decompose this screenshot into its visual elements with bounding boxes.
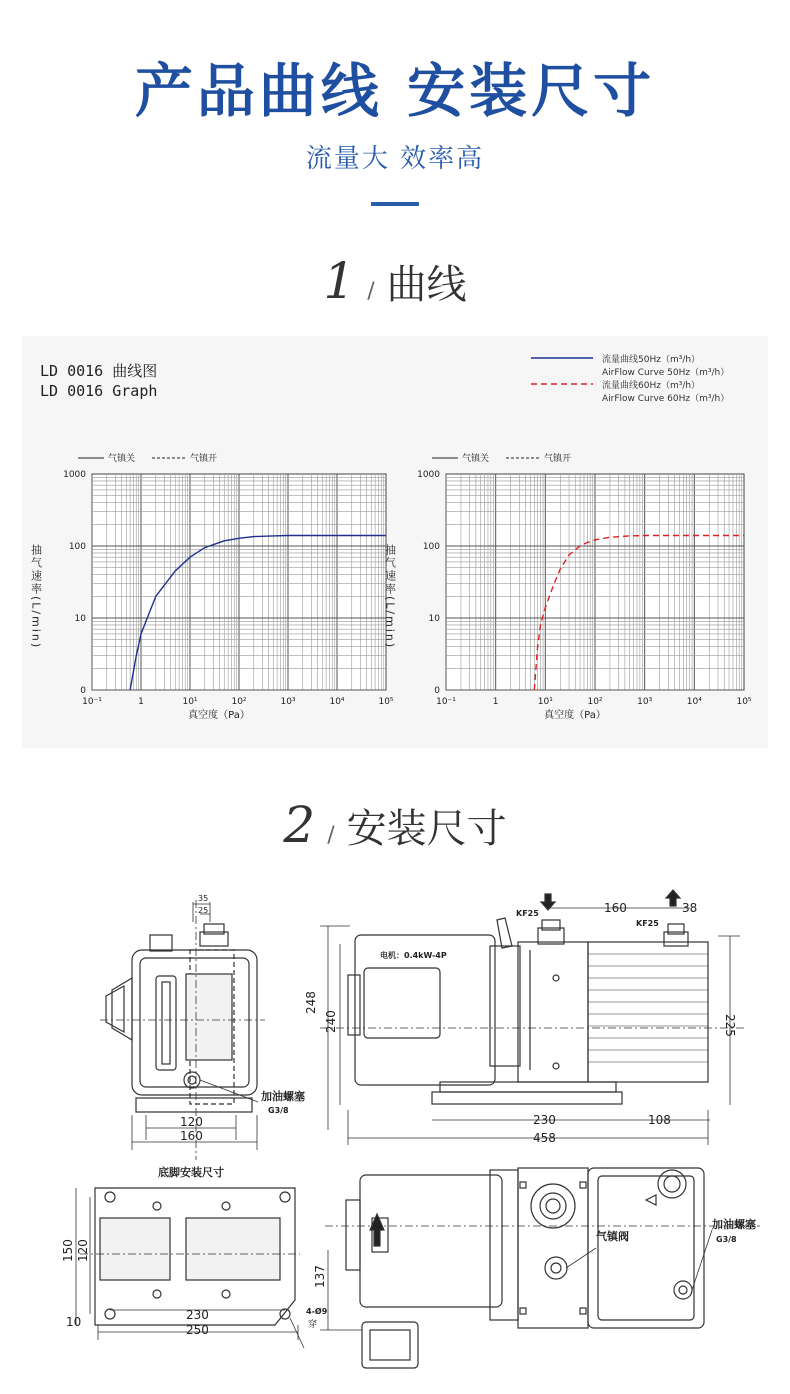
kf25-inlet-label: KF25 bbox=[516, 909, 539, 918]
gas-ballast-label: 气镇阀 bbox=[596, 1230, 629, 1243]
plot-legend-dashed-label: 气镇开 bbox=[190, 454, 218, 464]
plot-50hz bbox=[22, 444, 395, 744]
section-slash: / bbox=[327, 823, 335, 848]
x-tick-label: 10⁵ bbox=[736, 697, 752, 707]
x-tick-label: 10³ bbox=[637, 697, 653, 707]
plot-legend-solid-label: 气镇关 bbox=[108, 454, 136, 464]
y-tick-label: 10 bbox=[74, 614, 86, 624]
dim-base-10: 10 bbox=[66, 1315, 82, 1329]
plot-legend-dashed-label: 气镇开 bbox=[544, 454, 572, 464]
section-number: 2 bbox=[283, 796, 316, 854]
base-holes-suffix: 穿 bbox=[308, 1320, 318, 1330]
dim-base-150: 150 bbox=[61, 1239, 75, 1262]
legend-60hz-en: AirFlow Curve 60Hz（m³/h） bbox=[602, 394, 730, 404]
oil-plug-label-front: 加油螺塞 bbox=[261, 1090, 305, 1103]
y-axis-label: 抽气速率(L/min) bbox=[383, 544, 397, 650]
chart-caption-en: LD 0016 Graph bbox=[40, 382, 158, 400]
motor-label: 电机：0.4kW-4P bbox=[380, 951, 447, 960]
dim-side-458: 458 bbox=[533, 1131, 556, 1145]
oil-plug-spec-front: G3/8 bbox=[268, 1106, 289, 1115]
plot-legend-solid-label: 气镇关 bbox=[462, 454, 490, 464]
dim-base-250: 250 bbox=[186, 1323, 209, 1337]
oil-plug-spec-top: G3/8 bbox=[716, 1235, 737, 1244]
dim-front-35: 35 bbox=[198, 894, 209, 903]
y-tick-label: 100 bbox=[422, 542, 440, 552]
x-tick-label: 10⁴ bbox=[329, 697, 345, 707]
y-tick-label: 0 bbox=[434, 686, 440, 696]
dim-front-120: 120 bbox=[180, 1115, 203, 1129]
dim-side-38: 38 bbox=[682, 901, 698, 915]
section-slash: / bbox=[367, 279, 375, 304]
x-tick-label: 10² bbox=[231, 697, 247, 707]
section-number: 1 bbox=[323, 252, 356, 310]
y-tick-label: 100 bbox=[68, 542, 86, 552]
x-tick-label: 10⁴ bbox=[686, 697, 702, 707]
chart-caption-cn: LD 0016 曲线图 bbox=[40, 362, 158, 380]
section-heading-dimensions bbox=[0, 796, 790, 854]
dim-side-108: 108 bbox=[648, 1113, 671, 1127]
dim-top-137: 137 bbox=[313, 1265, 327, 1288]
dim-base-230: 230 bbox=[186, 1308, 209, 1322]
x-tick-label: 1 bbox=[138, 697, 144, 707]
y-axis-label: 抽气速率(L/min) bbox=[29, 544, 43, 650]
y-tick-label: 10 bbox=[428, 614, 440, 624]
legend-swatches bbox=[527, 350, 597, 410]
y-tick-label: 1000 bbox=[417, 470, 440, 480]
page-title: 产品曲线 安装尺寸 bbox=[134, 57, 656, 125]
x-tick-label: 10⁻¹ bbox=[82, 697, 102, 707]
top-view bbox=[320, 1168, 760, 1368]
x-tick-label: 10¹ bbox=[537, 697, 553, 707]
dim-front-25: 25 bbox=[198, 906, 209, 915]
dim-side-230: 230 bbox=[533, 1113, 556, 1127]
dim-side-240: 240 bbox=[324, 1010, 338, 1033]
y-tick-label: 1000 bbox=[63, 470, 86, 480]
legend-60hz-cn: 流量曲线60Hz（m³/h） bbox=[602, 381, 701, 391]
curve-panel bbox=[22, 336, 768, 748]
x-axis-label: 真空度（Pa） bbox=[544, 710, 606, 721]
section-label: 曲线 bbox=[386, 262, 467, 308]
base-title: 底脚安装尺寸 bbox=[158, 1166, 224, 1179]
dim-side-225: 225 bbox=[723, 1014, 737, 1037]
y-tick-label: 0 bbox=[80, 686, 86, 696]
page-subtitle: 流量大 效率高 bbox=[305, 144, 485, 174]
dim-base-120: 120 bbox=[76, 1239, 90, 1262]
legend-50hz-cn: 流量曲线50Hz（m³/h） bbox=[602, 355, 701, 365]
side-view bbox=[320, 890, 745, 1145]
installation-drawing bbox=[0, 870, 790, 1380]
x-tick-label: 1 bbox=[492, 697, 499, 707]
dim-side-160: 160 bbox=[604, 901, 627, 915]
plot-60hz bbox=[376, 444, 768, 744]
x-tick-label: 10¹ bbox=[182, 697, 198, 707]
base-holes-label: 4-Ø9 bbox=[306, 1307, 328, 1316]
x-tick-label: 10² bbox=[587, 697, 603, 707]
section-heading-curve bbox=[0, 252, 790, 310]
x-axis-label: 真空度（Pa） bbox=[188, 710, 250, 721]
title-underline bbox=[371, 202, 419, 206]
dim-front-160: 160 bbox=[180, 1129, 203, 1143]
dim-side-248: 248 bbox=[304, 991, 318, 1014]
oil-plug-label-top: 加油螺塞 bbox=[712, 1218, 756, 1231]
x-tick-label: 10⁻¹ bbox=[436, 697, 456, 707]
x-tick-label: 10⁵ bbox=[378, 697, 394, 707]
section-label: 安装尺寸 bbox=[346, 806, 507, 852]
x-tick-label: 10³ bbox=[280, 697, 296, 707]
kf25-outlet-label: KF25 bbox=[636, 919, 659, 928]
legend-50hz-en: AirFlow Curve 50Hz（m³/h） bbox=[602, 368, 730, 378]
